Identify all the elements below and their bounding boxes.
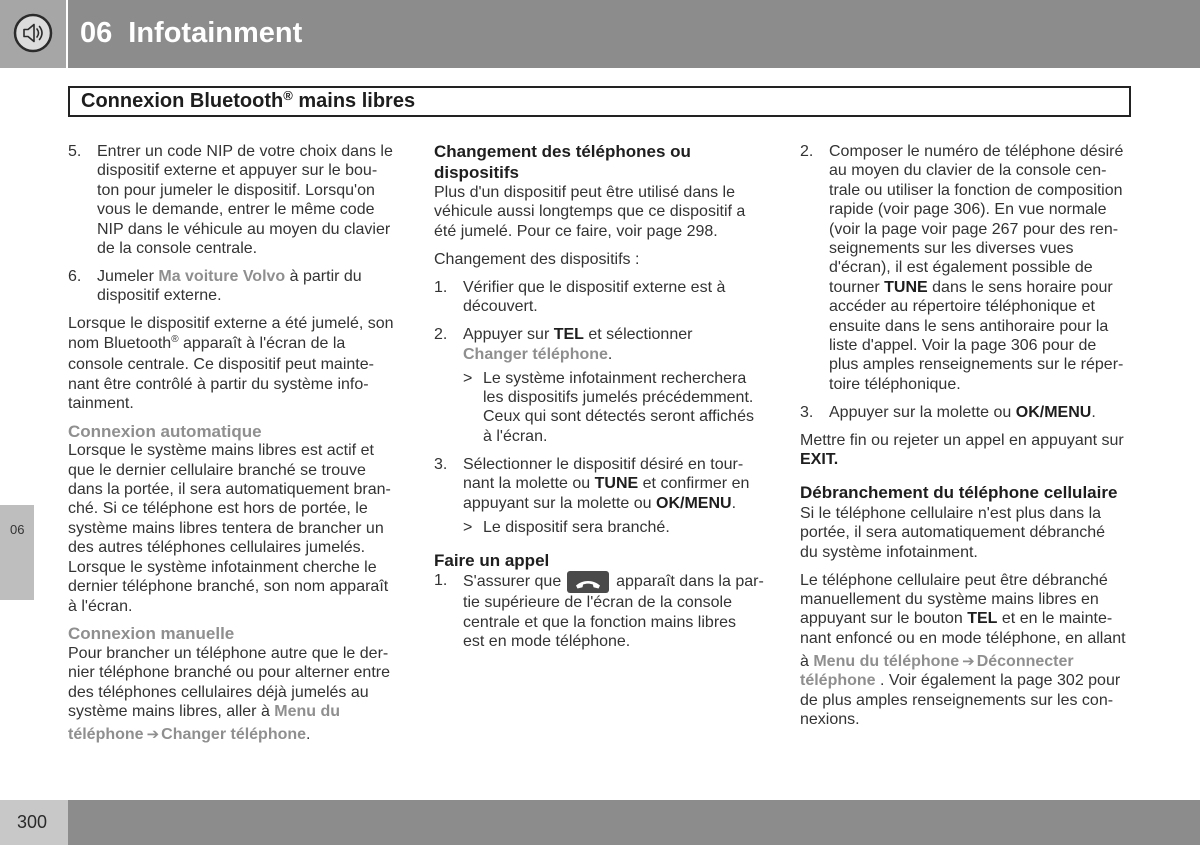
- text-line: trale ou utiliser la fonction de composition: [829, 181, 1123, 199]
- text-line: Débranchement du téléphone cellulaire: [800, 483, 1118, 503]
- text-line: nier téléphone branché ou pour alterner entre: [68, 664, 390, 682]
- text-line: d'écran), il est également possible de: [829, 259, 1093, 277]
- text-line: des téléphones cellulaires déjà jumelés au: [68, 683, 369, 701]
- menu-path: Ma voiture Volvo: [158, 268, 286, 286]
- page-number: 300: [17, 812, 48, 832]
- key-label: TEL: [553, 326, 584, 344]
- text-line: manuellement du système mains libres en: [800, 591, 1099, 608]
- block-text: [800, 483, 1131, 504]
- paragraph: [68, 644, 400, 745]
- arrow-icon: ➔: [962, 651, 975, 670]
- section-heading: [434, 551, 765, 572]
- block-text: [68, 644, 400, 745]
- block-text: [68, 441, 400, 616]
- paragraph: [434, 250, 765, 269]
- text-line: seignements sur les diverses vues: [829, 240, 1074, 258]
- chapter-header: [0, 0, 1200, 68]
- list-item: [434, 455, 765, 513]
- text-line: Vérifier que le dispositif externe est à: [463, 278, 726, 296]
- text-line: dernier téléphone branché, son nom apparaît: [68, 578, 389, 596]
- phone-icon: [567, 571, 609, 593]
- list-item: [434, 571, 765, 651]
- block-text: [434, 551, 765, 572]
- list-number: 1.: [434, 278, 448, 296]
- text-line: nant être contrôlé à partir du système info-: [68, 375, 369, 393]
- paragraph: [68, 314, 400, 413]
- chapter-title: [80, 0, 302, 68]
- text-line: découvert.: [463, 298, 538, 316]
- text-line: de plus amples renseignements sur les con-: [800, 691, 1114, 709]
- key-label: TEL: [967, 610, 998, 628]
- text-line: [829, 278, 1131, 297]
- list-item: [68, 267, 400, 306]
- chapter-name: Infotainment: [128, 17, 303, 49]
- text-line: [463, 494, 765, 513]
- registered-mark: ®: [171, 333, 179, 345]
- block-text: [68, 422, 400, 441]
- block-text: [434, 142, 765, 183]
- bullet-marker: >: [463, 518, 473, 536]
- sub-bullet: [434, 518, 765, 537]
- text-run: et en le mainte-: [997, 610, 1113, 628]
- text-line: [800, 450, 1131, 469]
- text-run: nant la molette ou: [463, 475, 595, 493]
- text-run: .: [731, 494, 737, 512]
- text-line: Lorsque le système infotainment cherche le: [68, 558, 377, 576]
- block-text: [829, 403, 1131, 422]
- text-run: Appuyer sur la molette ou: [829, 403, 1016, 421]
- registered-mark: ®: [283, 88, 293, 103]
- text-line: [463, 571, 765, 593]
- block-text: [463, 325, 765, 364]
- block-text: [97, 142, 400, 258]
- text-line: [463, 345, 765, 364]
- arrow-icon: ➔: [146, 724, 160, 743]
- text-line: à l'écran.: [483, 427, 548, 445]
- menu-path: Changer téléphone: [161, 725, 307, 743]
- key-label: TUNE: [594, 475, 639, 493]
- text-line: des autres téléphones cellulaires jumelés.: [68, 539, 366, 557]
- block-text: [800, 431, 1131, 470]
- text-line: ché. Si ce téléphone est hors de portée, le: [68, 500, 368, 518]
- text-line: [97, 267, 400, 286]
- text-line: [68, 702, 400, 721]
- text-line: Entrer un code NIP de votre choix dans le: [97, 143, 393, 160]
- section-heading: [800, 483, 1131, 504]
- text-line: [463, 474, 765, 493]
- key-label: OK/MENU: [1015, 403, 1092, 421]
- subsection-heading: [68, 422, 400, 441]
- text-line: tainment.: [68, 395, 134, 413]
- text-line: ensuite dans le sens antihoraire pour la: [829, 317, 1109, 335]
- list-number: 6.: [68, 268, 82, 286]
- text-run: appuyant sur le bouton: [800, 610, 968, 628]
- page-number-tile: [0, 800, 68, 845]
- text-line: dispositifs: [434, 162, 520, 182]
- block-text: [483, 369, 765, 447]
- text-line: à l'écran.: [68, 597, 133, 615]
- text-line: dispositif externe.: [97, 287, 222, 305]
- text-line: Si le téléphone cellulaire n'est plus dans la: [800, 504, 1102, 522]
- paragraph: [800, 504, 1131, 562]
- paragraph: [68, 441, 400, 616]
- text-line: au moyen du clavier de la console cen-: [829, 162, 1107, 180]
- text-run: apparaît dans la par-: [611, 573, 764, 591]
- text-line: les dispositifs jumelés précédemment.: [483, 389, 754, 407]
- block-text: [463, 278, 765, 317]
- menu-path: Menu du téléphone: [813, 652, 960, 670]
- text-line: Faire un appel: [434, 550, 550, 570]
- list-number: 3.: [800, 403, 814, 421]
- text-line: liste d'appel. Voir la page 306 pour de: [829, 337, 1097, 355]
- text-line: [800, 652, 1131, 671]
- paragraph: [800, 571, 1131, 730]
- block-text: [434, 183, 765, 241]
- section-title-text: Connexion Bluetooth: [81, 90, 284, 112]
- section-title: [68, 86, 1131, 117]
- block-text: [97, 267, 400, 306]
- text-line: [800, 609, 1131, 628]
- list-item: [800, 142, 1131, 394]
- text-line: tie supérieure de l'écran de la console: [463, 594, 732, 612]
- text-line: est en mode téléphone.: [463, 632, 631, 650]
- text-run: et confirmer en: [638, 475, 750, 493]
- text-line: Plus d'un dispositif peut être utilisé dans le: [434, 184, 736, 201]
- text-line: plus amples renseignements sur le réper-: [829, 356, 1124, 374]
- block-text: [800, 504, 1131, 562]
- text-line: Mettre fin ou rejeter un appel en appuyant sur: [800, 431, 1124, 449]
- text-line: nant enfoncé ou en mode téléphone, en allant: [800, 629, 1126, 647]
- paragraph: [434, 183, 765, 241]
- block-text: [463, 571, 765, 651]
- text-line: Changement des dispositifs :: [434, 250, 640, 268]
- key-label: OK/MENU: [656, 494, 732, 512]
- text-run: tourner: [829, 278, 885, 296]
- text-line: toire téléphonique.: [829, 375, 961, 393]
- block-text: [463, 455, 765, 513]
- key-label: EXIT.: [800, 451, 839, 469]
- text-run: Appuyer sur: [463, 326, 554, 344]
- sub-bullet: [434, 369, 765, 447]
- menu-path: Déconnecter: [976, 652, 1074, 670]
- chapter-side-tab: [0, 505, 34, 600]
- text-line: [68, 725, 400, 744]
- block-text: [829, 142, 1131, 394]
- text-line: Ceux qui sont détectés seront affichés: [483, 408, 754, 426]
- page-footer: [0, 800, 1200, 845]
- speaker-icon: [13, 13, 53, 53]
- text-run: apparaît à l'écran de la: [178, 334, 346, 352]
- text-line: Connexion manuelle: [68, 624, 235, 644]
- text-run: S'assurer que: [463, 573, 566, 591]
- text-line: [829, 403, 1131, 422]
- menu-path: Changer téléphone: [463, 345, 608, 363]
- text-line: NIP dans le véhicule au moyen du clavier: [97, 220, 391, 238]
- list-item: [434, 325, 765, 364]
- paragraph: [800, 431, 1131, 470]
- list-item: [68, 142, 400, 258]
- text-line: nexions.: [800, 710, 860, 728]
- text-line: dans la portée, il sera automatiquement bran-: [68, 481, 391, 499]
- list-item: [800, 403, 1131, 422]
- subsection-heading: [68, 624, 400, 643]
- column-right: [800, 142, 1131, 729]
- list-number: 3.: [434, 455, 448, 473]
- text-run: et sélectionner: [583, 326, 693, 344]
- text-line: Le système infotainment recherchera: [483, 369, 747, 387]
- text-line: Composer le numéro de téléphone désiré: [829, 143, 1124, 160]
- column-middle: [434, 142, 765, 651]
- text-line: Le dispositif sera branché.: [483, 518, 670, 536]
- column-left: [68, 142, 400, 744]
- block-text: [483, 518, 765, 537]
- text-line: que le dernier cellulaire branché se trouve: [68, 461, 366, 479]
- text-line: de la console centrale.: [97, 240, 258, 258]
- text-line: centrale et que la fonction mains libres: [463, 613, 737, 631]
- text-line: [463, 325, 765, 344]
- side-tab-label: 06: [10, 522, 25, 537]
- text-line: Connexion automatique: [68, 421, 262, 441]
- text-run: système mains libres, aller à: [68, 702, 275, 720]
- text-line: portée, il sera automatiquement débranché: [800, 524, 1106, 542]
- text-line: Sélectionner le dispositif désiré en tour-: [463, 455, 744, 473]
- list-number: 2.: [434, 326, 448, 344]
- text-line: console centrale. Ce dispositif peut mainte-: [68, 356, 374, 374]
- text-line: accéder au répertoire téléphonique et: [829, 298, 1095, 316]
- text-line: système mains libres tentera de brancher un: [68, 519, 384, 537]
- text-line: [68, 334, 400, 355]
- menu-path: téléphone: [68, 725, 144, 743]
- block-text: [434, 250, 765, 269]
- bullet-marker: >: [463, 369, 473, 387]
- text-line: Lorsque le système mains libres est actif et: [68, 442, 374, 460]
- menu-path: Menu du: [274, 702, 341, 720]
- text-run: nom Bluetooth: [68, 334, 172, 352]
- text-line: dispositif externe et appuyer sur le bou-: [97, 162, 378, 180]
- text-line: rapide (voir page 306). En vue normale: [829, 201, 1107, 219]
- text-run: appuyant sur la molette ou: [463, 494, 657, 512]
- text-line: Le téléphone cellulaire peut être débranché: [800, 571, 1108, 589]
- text-line: du système infotainment.: [800, 543, 978, 561]
- text-line: ton pour jumeler le dispositif. Lorsqu'on: [97, 181, 375, 199]
- text-line: Lorsque le dispositif externe a été jumelé, son: [68, 315, 394, 333]
- text-line: été jumelé. Pour ce faire, voir page 298.: [434, 222, 718, 240]
- list-number: 1.: [434, 572, 448, 590]
- text-run: .: [306, 725, 311, 743]
- text-run: .: [1091, 403, 1096, 421]
- block-text: [68, 624, 400, 643]
- text-line: vous le demande, entrer le même code: [97, 201, 375, 219]
- text-run: . Voir également la page 302 pour: [875, 672, 1121, 690]
- list-number: 5.: [68, 143, 82, 160]
- section-heading: [434, 142, 765, 183]
- text-line: véhicule aussi longtemps que ce dispositif a: [434, 203, 746, 221]
- text-run: .: [607, 345, 613, 363]
- menu-path: téléphone: [800, 672, 876, 690]
- text-run: Jumeler: [97, 268, 159, 286]
- block-text: [68, 314, 400, 413]
- text-line: (voir la page voir page 267 pour des ren-: [829, 220, 1119, 238]
- key-label: TUNE: [884, 278, 928, 296]
- text-line: Changement des téléphones ou: [434, 142, 691, 161]
- section-title-suffix: mains libres: [292, 90, 416, 112]
- block-text: [800, 571, 1131, 730]
- list-item: [434, 278, 765, 317]
- text-run: à: [800, 652, 814, 670]
- list-number: 2.: [800, 143, 814, 160]
- text-run: dans le sens horaire pour: [927, 278, 1113, 296]
- chapter-icon-tile: [0, 0, 68, 68]
- chapter-number: 06: [80, 17, 113, 49]
- text-run: à partir du: [285, 268, 362, 286]
- text-line: Pour brancher un téléphone autre que le der-: [68, 644, 389, 662]
- text-line: [800, 671, 1131, 690]
